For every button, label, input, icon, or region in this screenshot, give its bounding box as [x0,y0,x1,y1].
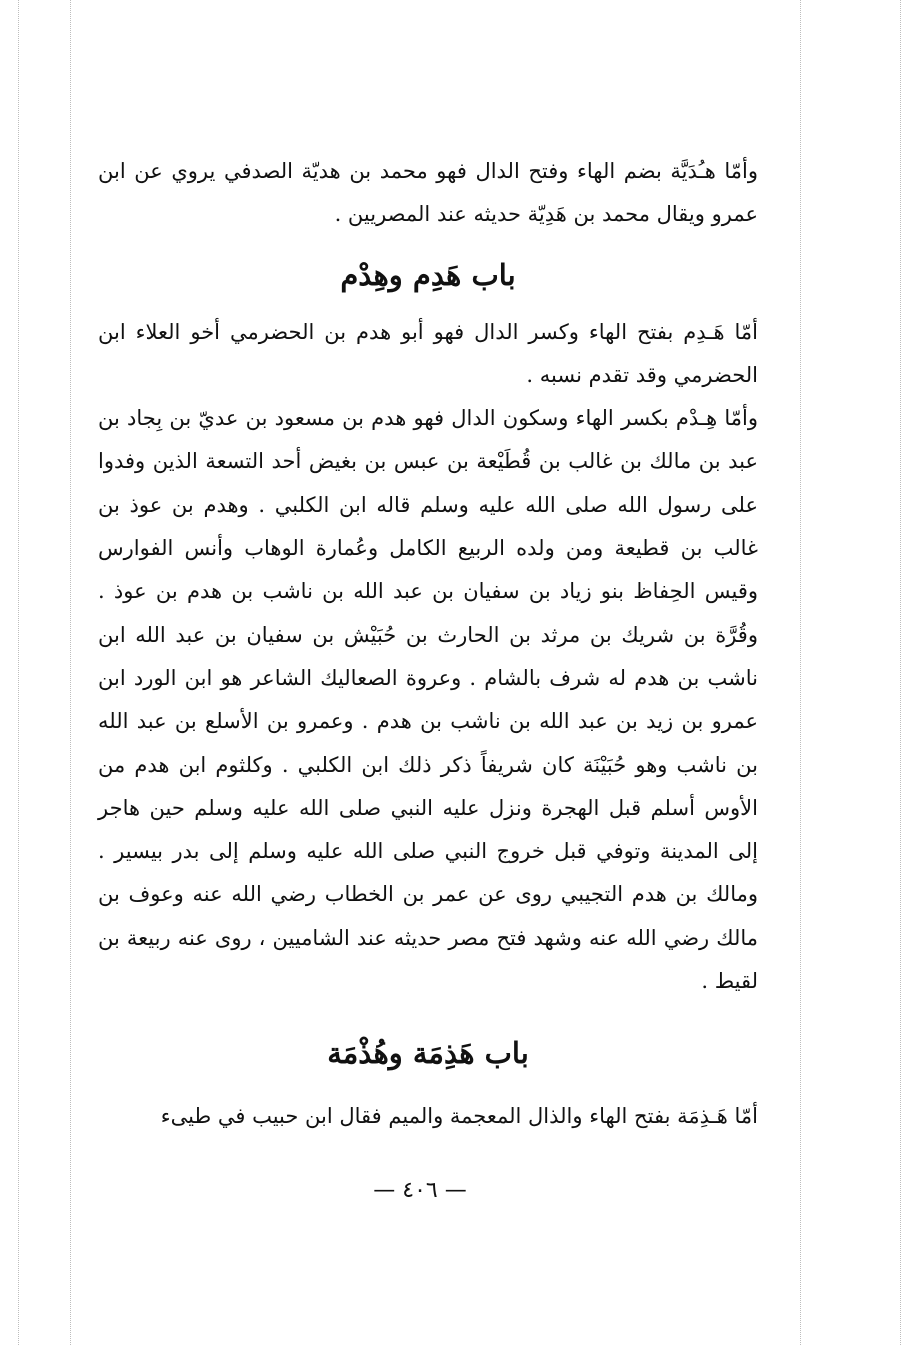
margin-rule-left-inner [70,0,71,1345]
paragraph-hidm: وأمّا هِـدْم بكسر الهاء وسكون الدال فهو هدم بن مسعود بن عديّ بن بِجاد بن عبد بن مالك بن غالب بن قُطَيْعة بن عبس بن بغيض أحد التسعة الذين وفدوا على رسول الله صلى الله عليه وسلم قاله ابن الكلبي . وهدم بن عوذ بن غالب بن قطيعة ومن ولده الربيع الكامل وعُمارة الوهاب وأنس الفوارس وقيس الحِفاظ بنو زياد بن سفيان بن عبد الله بن ناشب بن هدم بن عوذ . وقُرَّة بن شريك بن مرثد بن الحارث بن حُبَيْش بن سفيان بن عبد الله ابن ناشب بن هدم له شرف بالشام . وعروة الصعاليك الشاعر هو ابن الورد ابن عمرو بن زيد بن عبد الله بن ناشب بن هدم . وعمرو بن الأسلع بن عبد الله بن ناشب وهو حُبَيْنَة كان شريفاً ذكر ذلك ابن الكلبي . وكلثوم ابن هدم من الأوس أسلم قبل الهجرة ونزل عليه النبي صلى الله عليه وسلم حين هاجر إلى المدينة وتوفي قبل خروج النبي صلى الله عليه وسلم إلى بدر بيسير . ومالك بن هدم التجيبي روى عن عمر بن الخطاب رضي الله عنه وعوف بن مالك رضي الله عنه وشهد فتح مصر حديثه عند الشاميين ، روى عنه ربيعة بن لقيط . [98,406,758,994]
heading-bab-hadhima: باب هَذِمَة وهُذْمَة [327,1036,529,1071]
paragraph-hadim: أمّا هَـدِم بفتح الهاء وكسر الدال فهو أبو هدم بن الحضرمي أخو العلاء ابن الحضرمي وقد تقدم نسبه . [98,319,758,387]
heading-bab-hadim: باب هَدِم وهِدْم [340,257,516,292]
margin-rule-right [900,0,901,1345]
margin-rule-right-inner [800,0,801,1345]
margin-rule-left [18,0,19,1345]
page-number: — ٤٠٦ — [373,1178,467,1203]
page-text [98,150,758,1139]
paragraph-hudayya: وأمّا هـُدَيَّة بضم الهاء وفتح الدال فهو محمد بن هديّة الصدفي يروي عن ابن عمرو ويقال محمد بن هَدِيّة حديثه عند المصريين . [98,159,758,227]
paragraph-hadhima: أمّا هَـذِمَة بفتح الهاء والذال المعجمة والميم فقال ابن حبيب في طيىء [160,1104,758,1129]
